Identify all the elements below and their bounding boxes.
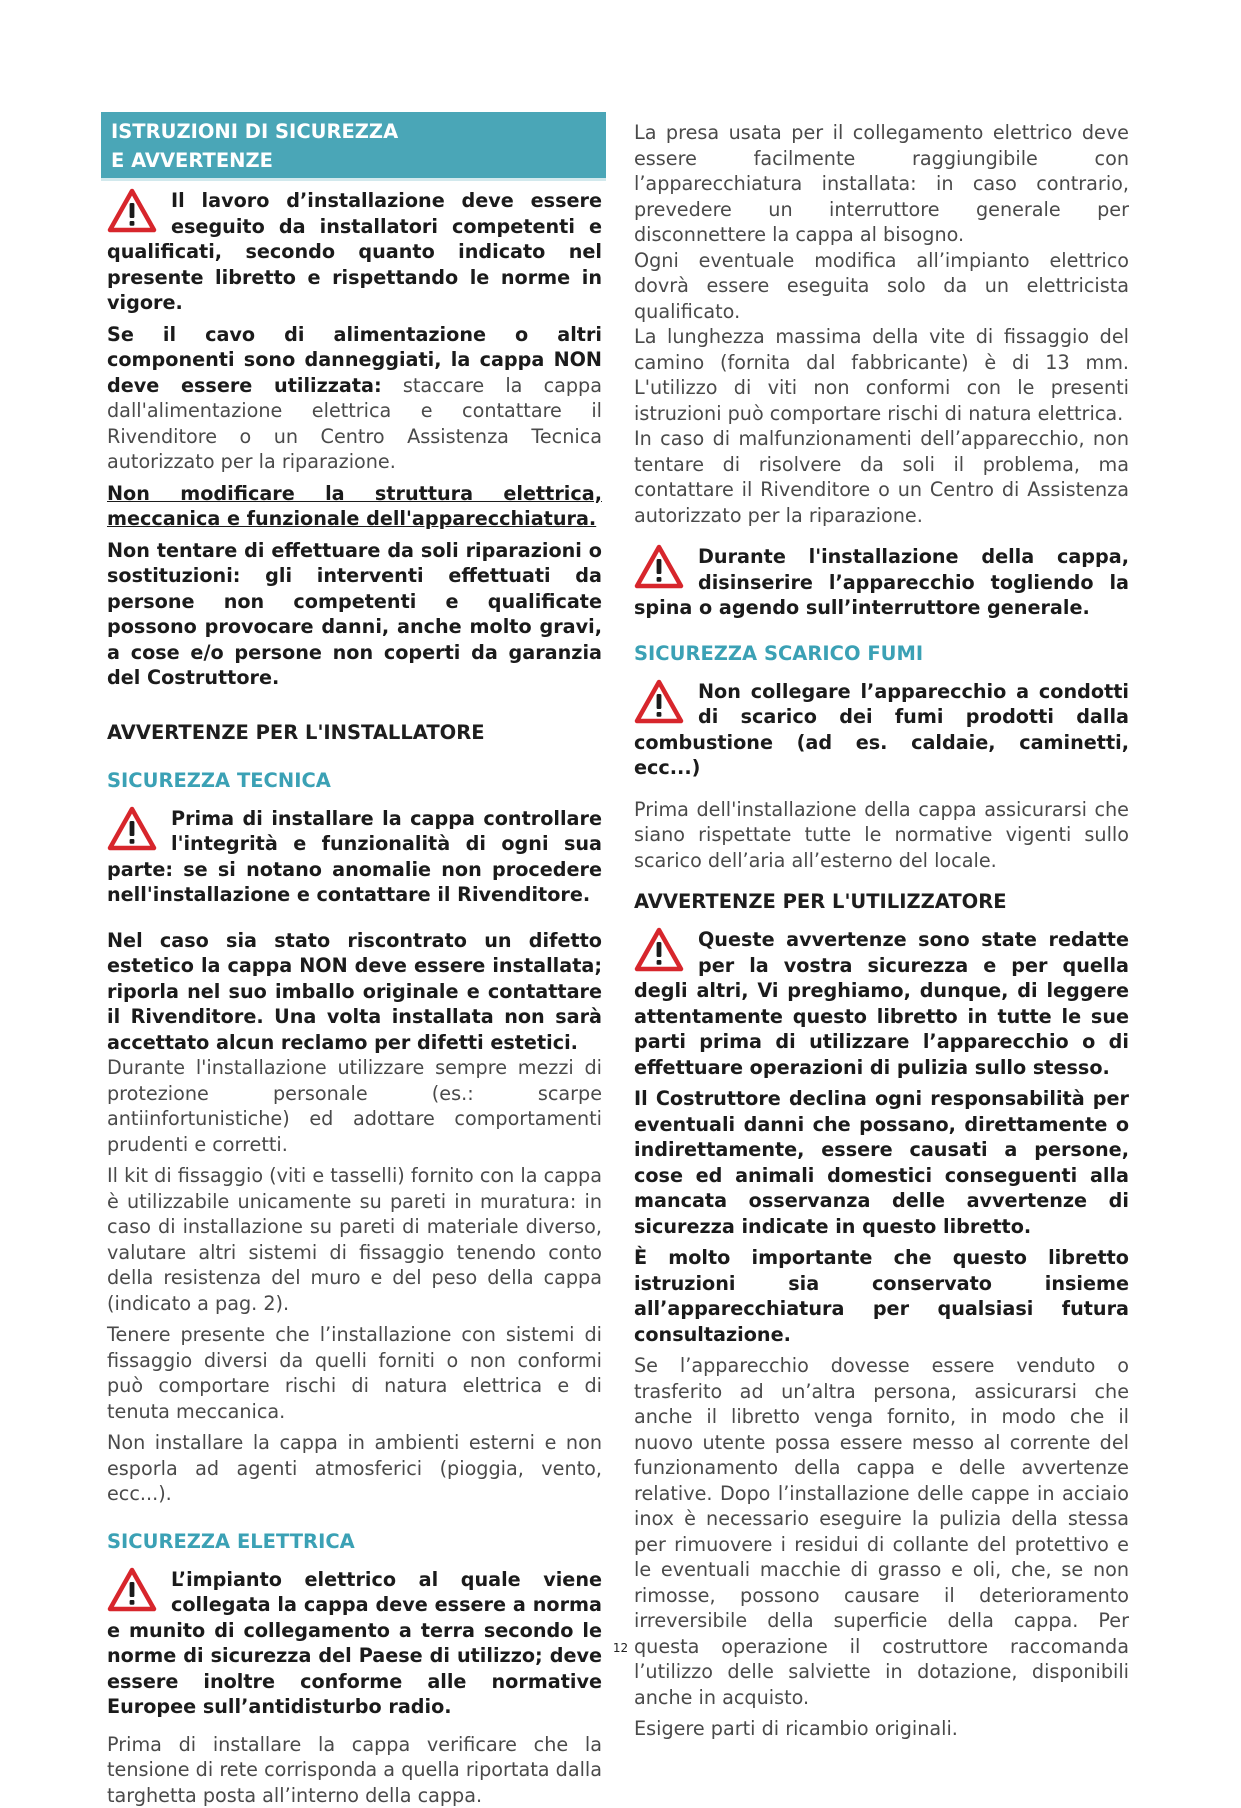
warning-icon xyxy=(107,1567,157,1613)
warning-text: Prima di installare la cappa controllare l'integrità e funzionalità di ogni sua parte: se si notano anomalie non procedere nell'installazione e contattare il Rivenditore. xyxy=(107,806,602,908)
screw-length-text: La lunghezza massima della vite di fissaggio del camino (fornita dal fabbricante) è di 13 mm. L'utilizzo di viti non conformi con le presenti istruzioni può comportare rischi di natura elettrica. xyxy=(634,324,1129,426)
malfunction-text: In caso di malfunzionamenti dell’apparecchio, non tentare di risolvere da soli il problema, ma contattare il Rivenditore o un Centro di Assistenza autorizzato per la riparazione. xyxy=(634,426,1129,528)
plug-text: La presa usata per il collegamento elettrico deve essere facilmente raggiungibile con l’apparecchiatura installata: in caso contrario, prevedere un interruttore generale per disconnettere la cappa al bisogno. xyxy=(634,120,1129,248)
installation-warning xyxy=(107,188,602,316)
header-line-2: E AVVERTENZE xyxy=(111,146,596,175)
fumes-warning xyxy=(634,679,1129,781)
keep-manual-text: È molto importante che questo libretto istruzioni sia conservato insieme all’apparecchiatura per qualsiasi futura consultazione. xyxy=(634,1245,1129,1347)
voltage-text: Prima di installare la cappa verificare che la tensione di rete corrisponda a quella riportata dalla targhetta posta all’interno della cappa. xyxy=(107,1732,602,1808)
warning-icon xyxy=(634,679,684,725)
regulations-text: Prima dell'installazione della cappa assicurarsi che siano rispettate tutte le normative vigenti sullo scarico dell’aria all’esterno del locale. xyxy=(634,797,1129,874)
protection-text: Durante l'installazione utilizzare sempre mezzi di protezione personale (es.: scarpe antiinfortunistiche) ed adottare comportamenti prudenti e corretti. xyxy=(107,1055,602,1157)
electric-modify-text: Ogni eventuale modifica all’impianto elettrico dovrà essere eseguita solo da un elettricista qualificato. xyxy=(634,248,1129,325)
warning-text: Durante l'installazione della cappa, disinserire l’apparecchio togliendo la spina o agendo sull’interruttore generale. xyxy=(634,544,1129,621)
no-modify-text: Non modificare la struttura elettrica, meccanica e funzionale dell'apparecchiatura. xyxy=(107,481,602,532)
installer-heading: AVVERTENZE PER L'INSTALLATORE xyxy=(107,720,602,746)
user-heading: AVVERTENZE PER L'UTILIZZATORE xyxy=(634,889,1129,915)
warning-icon xyxy=(634,544,684,590)
warning-text: Il lavoro d’installazione deve essere eseguito da installatori competenti e qualificati, secondo quanto indicato nel presente libretto e rispettando le norme in vigore. xyxy=(107,188,602,316)
spare-parts-text: Esigere parti di ricambio originali. xyxy=(634,1716,1129,1742)
left-column xyxy=(107,112,602,1808)
integrity-warning xyxy=(107,806,602,908)
warning-icon xyxy=(107,188,157,234)
fixing-kit-text: Il kit di fissaggio (viti e tasselli) fornito con la cappa è utilizzabile unicamente su pareti in muratura: in caso di installazione su pareti di materiale diverso, valutare altri sistemi di fissaggio tenendo conto della resistenza del muro e del peso della cappa (indicato a pag. 2). xyxy=(107,1163,602,1316)
no-repair-text: Non tentare di effettuare da soli riparazioni o sostituzioni: gli interventi effettuati da persone non competenti e qualificate possono provocare danni, anche molto gravi, a cose e/o persone non coperti da garanzia del Costruttore. xyxy=(107,538,602,691)
transfer-text: Se l’apparecchio dovesse essere venduto o trasferito ad un’altra persona, assicurarsi che anche il libretto venga fornito, in modo che il nuovo utente possa essere messo al corrente del funzionamento della cappa e delle avvertenze relative. Dopo l’installazione delle cappe in acciaio inox è necessario eseguire la pulizia della stessa per rimuovere i residui di collante del protettivo e le eventuali macchie di grasso e oli, che, se non rimosse, possono causare il deterioramento irreversibile della superficie della cappa. Per questa operazione il costruttore raccomanda l’utilizzo delle salviette in dotazione, disponibili anche in acquisto. xyxy=(634,1353,1129,1710)
section-header xyxy=(101,112,606,178)
page-number: 12 xyxy=(0,1641,1241,1655)
warning-text: L’impianto elettrico al quale viene collegata la cappa deve essere a norma e munito di collegamento a terra secondo le norme di sicurezza del Paese di utilizzo; deve essere inoltre conforme alle normative Europee sull’antidisturbo radio. xyxy=(107,1567,602,1720)
warning-icon xyxy=(107,806,157,852)
liability-text: Il Costruttore declina ogni responsabilità per eventuali danni che possano, direttamente o indirettamente, essere causati a persone, cose ed animali domestici conseguenti alla mancata osservanza delle avvertenze di sicurezza indicate in questo libretto. xyxy=(634,1086,1129,1239)
damaged-cable-light: staccare la cappa dall'alimentazione elettrica e contattare il Rivenditore o un Centro Assistenza Tecnica autorizzato per la riparazione. xyxy=(107,374,602,474)
damaged-cable-paragraph xyxy=(107,322,602,475)
warning-text: Queste avvertenze sono state redatte per la vostra sicurezza e per quella degli altri, Vi preghiamo, dunque, di leggere attentamente questo libretto in tutte le sue parti prima di utilizzare l’apparecchio o di effettuare operazioni di pulizia sullo stesso. xyxy=(634,927,1129,1080)
unplug-warning xyxy=(634,544,1129,621)
header-line-1: ISTRUZIONI DI SICUREZZA xyxy=(111,117,596,146)
warning-icon xyxy=(634,927,684,973)
right-column xyxy=(634,112,1129,1742)
damaged-cable-bold: Se il cavo di alimentazione o altri componenti sono danneggiati, la cappa NON deve essere utilizzata: xyxy=(107,323,602,397)
electrical-safety-heading: SICUREZZA ELETTRICA xyxy=(107,1529,602,1555)
warning-text: Non collegare l’apparecchio a condotti di scarico dei fumi prodotti dalla combustione (ad es. caldaie, caminetti, ecc...) xyxy=(634,679,1129,781)
user-warning xyxy=(634,927,1129,1080)
outdoor-text: Non installare la cappa in ambienti esterni e non esporla ad agenti atmosferici (pioggia, vento, ecc...). xyxy=(107,1430,602,1507)
other-fixing-text: Tenere presente che l’installazione con sistemi di fissaggio diversi da quelli forniti o non conformi può comportare rischi di natura elettrica e di tenuta meccanica. xyxy=(107,1322,602,1424)
fumes-heading: SICUREZZA SCARICO FUMI xyxy=(634,641,1129,667)
aesthetic-defect-text: Nel caso sia stato riscontrato un difetto estetico la cappa NON deve essere installata; riporla nel suo imballo originale e contattare il Rivenditore. Una volta installata non sarà accettato alcun reclamo per difetti estetici. xyxy=(107,928,602,1056)
technical-safety-heading: SICUREZZA TECNICA xyxy=(107,768,602,794)
